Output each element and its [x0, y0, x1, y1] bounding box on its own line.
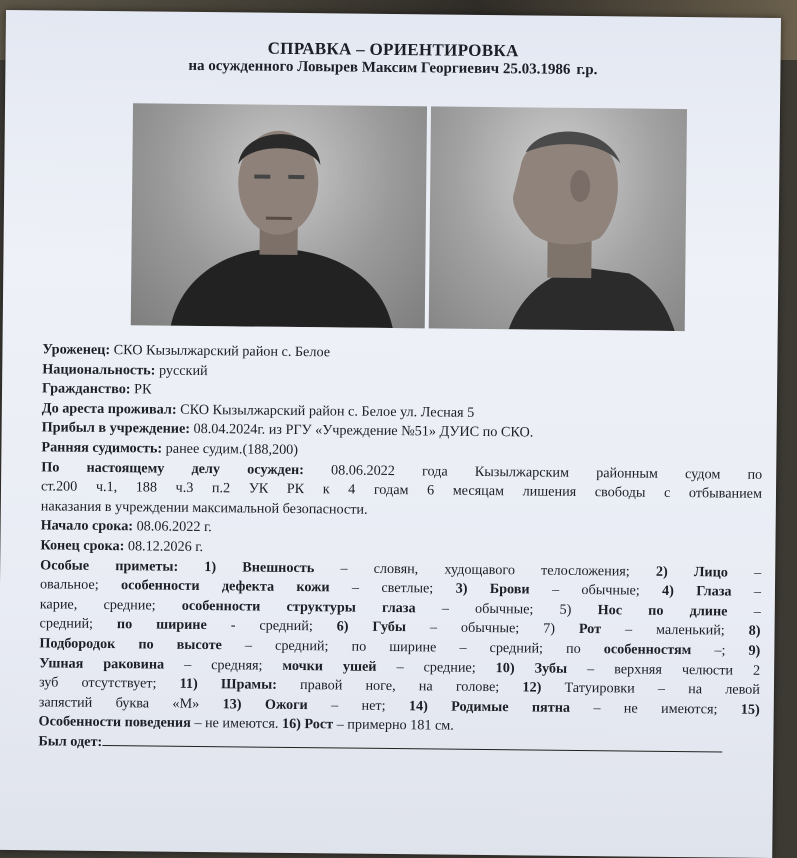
features-text: – обычные; 7) [405, 619, 579, 638]
nationality-value: русский [155, 362, 208, 379]
front-portrait-photo [131, 103, 427, 328]
subtitle-text: на осужденного Ловырев Максим Георгиевич 25.03.1986 [188, 57, 571, 78]
features-text: – [731, 583, 762, 601]
features-text: по ширине [116, 616, 207, 634]
prior-label: Ранняя судимость: [41, 439, 163, 457]
profile-portrait-icon [429, 106, 687, 331]
features-text: – средний; по ширине – средний; по [221, 637, 604, 658]
features-text: – [727, 564, 762, 581]
features-text: - средний; [206, 617, 337, 635]
features-text: – словян, худощавого телосложения; [314, 559, 657, 580]
citizenship-label: Гражданство: [41, 380, 131, 398]
citizenship-value: РК [130, 381, 152, 398]
features-text: мочки ушей [282, 657, 377, 675]
features-text: – средняя; [164, 656, 283, 674]
convicted-label: По настоящему делу осужден: [41, 458, 305, 478]
features-text: – нет; [307, 696, 410, 714]
arrived-label: Прибыл в учреждение: [41, 419, 191, 438]
features-text: 16) Рост [281, 716, 334, 733]
features-text: – верхняя челюсти 2 [567, 660, 761, 679]
features-text: Особенности поведения [38, 713, 191, 732]
features-text: –; [691, 642, 749, 659]
birthplace-value: СКО Кызылжарский район с. Белое [110, 342, 331, 361]
nationality-label: Национальность: [42, 360, 156, 379]
arrived-value: 08.04.2024г. из РГУ «Учреждение №51» ДУИС по СКО. [189, 421, 534, 441]
features-text: карие, средние; [39, 596, 182, 614]
birthplace-label: Уроженец: [42, 341, 111, 359]
features-text: 2) Лицо [655, 563, 729, 581]
convicted-value-cont: ст.200 ч.1, 188 ч.3 п.2 УК РК к 4 годам 6 месяцам лишения свободы с отбыванием [40, 478, 763, 503]
residence-label: До ареста проживал: [41, 400, 177, 418]
features-text: Подбородок по высоте [39, 635, 222, 654]
term-end-value: 08.12.2026 г. [124, 538, 204, 555]
features-text: 4) Глаза [662, 582, 732, 600]
features-text: особенностям [603, 641, 692, 659]
features-text: Татуировки – на левой [541, 679, 760, 698]
features-text: Ушная раковина [39, 654, 165, 673]
subtitle-suffix: г.р. [576, 61, 598, 79]
document-title: СПРАВКА – ОРИЕНТИРОВКА [267, 38, 519, 61]
features-text: – не имеются; [569, 699, 741, 718]
features-text: 14) Родимые пятна [408, 697, 571, 716]
features-text: 10) Зубы [495, 659, 568, 677]
features-text: правой ноге, на голове; [276, 676, 523, 696]
features-text: Особые приметы: 1) Внешность [40, 556, 315, 576]
features-text: – средние; [376, 658, 496, 676]
features-text: – обычные; 5) [415, 599, 598, 618]
features-text: – маленький; [601, 621, 749, 640]
features-text: – [727, 603, 761, 620]
features-text: средний; [39, 615, 118, 633]
document-body [38, 340, 763, 759]
term-start-value: 08.06.2022 г. [132, 518, 212, 536]
features-text: запястий буква «М» [38, 694, 223, 712]
prior-value: ранее судим.(188,200) [162, 440, 299, 458]
clothing-label: Был одет: [38, 733, 103, 750]
document-sheet [0, 10, 781, 858]
features-text: зуб отсутствует; [38, 674, 180, 692]
features-text: Рот [578, 621, 602, 638]
features-text: – обычные; [529, 581, 663, 599]
profile-portrait-photo [429, 106, 687, 331]
features-text: Нос по длине [597, 601, 728, 620]
residence-value: СКО Кызылжарский район с. Белое ул. Лесная 5 [176, 401, 475, 421]
features-text: 3) Брови [455, 580, 530, 598]
front-portrait-icon [131, 103, 427, 328]
term-end-label: Конец срока: [40, 537, 125, 555]
convicted-value: 08.06.2022 года Кызылжарским районным судом по [303, 461, 763, 483]
features-text: 13) Ожоги [222, 695, 308, 713]
features-text: 8) [748, 623, 761, 640]
features-text: – не имеются. [190, 715, 283, 733]
features-text: 12) [522, 679, 542, 696]
features-text: 6) Губы [336, 618, 407, 636]
features-text: – примерно 181 см. [333, 716, 454, 734]
features-text: – светлые; [329, 579, 456, 597]
features-text: особенности структуры глаза [181, 597, 416, 616]
features-text: 15) [740, 701, 760, 718]
features-text: особенности дефекта кожи [120, 577, 330, 596]
features-text: 9) [748, 642, 761, 659]
features-text: 11) Шрамы: [179, 675, 278, 693]
features-text: овальное; [39, 576, 122, 594]
term-start-label: Начало срока: [40, 517, 134, 535]
convicted-value-end: наказания в учреждении максимальной безопасности. [40, 498, 368, 518]
